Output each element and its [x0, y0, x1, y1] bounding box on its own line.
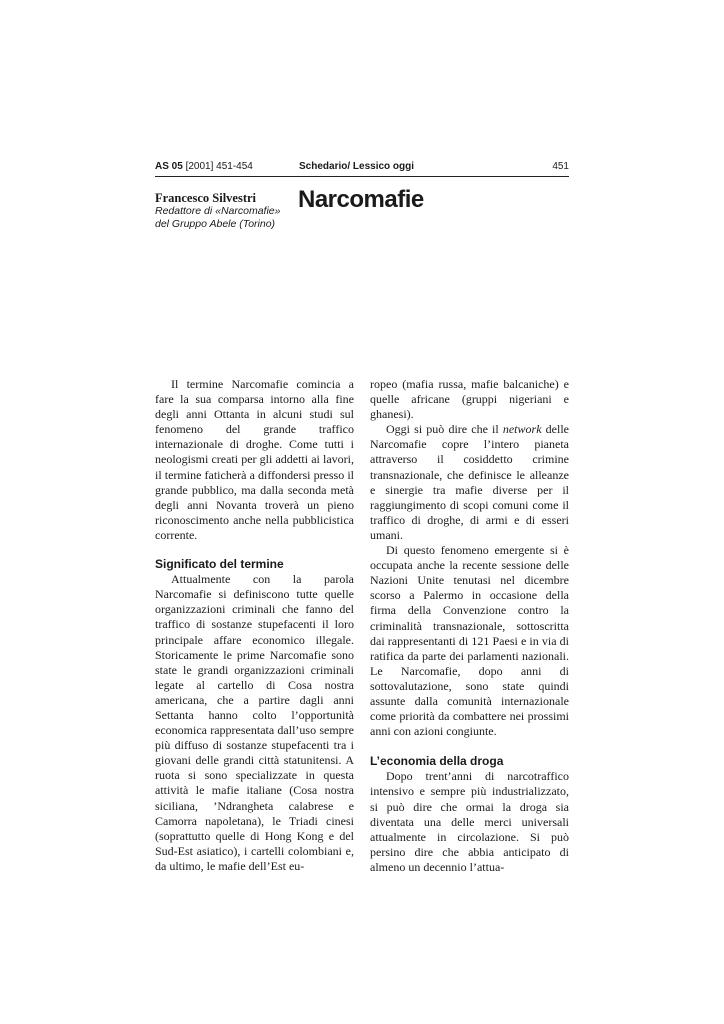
section-label: Schedario/ Lessico oggi: [299, 161, 415, 172]
right-column: [370, 377, 569, 875]
intro-paragraph: Il termine Narcomafie comincia a fare la sua comparsa intorno alla fine degli anni Ottanta in alcuni studi sul fenomeno del grande traffico internazionale di droghe. Come tutti i neologismi creati per gli addetti ai lavori, il termine faticherà a diffondersi presso il grande pubblico, ma dalla seconda metà degli anni Novanta troverà un pieno riconoscimento anche nella pubblicistica corrente.: [155, 377, 354, 542]
un-convention-paragraph: Di questo fenomeno emergente si è occupata anche la recente sessione delle Nazioni Unite tenutasi nel dicembre scorso a Palermo in occasione della firma della Convenzione contro la criminalità transnazionale, sottoscritta dai rappresentanti di 121 Paesi e in via di ratifica da parte dei parlamenti nazionali. Le Narcomafie, dopo anni di sottovalutazione, sono state quindi assunte dalla comunità internazionale come priorità da combattere nei prossimi anni con azioni congiunte.: [370, 543, 569, 739]
continued-paragraph: ropeo (mafia russa, mafie balcaniche) e quelle africane (gruppi nigeriani e ghanesi).: [370, 377, 569, 422]
author-role-line-2: del Gruppo Abele (Torino): [155, 218, 276, 230]
author-name: Francesco Silvestri: [155, 191, 257, 205]
economy-paragraph: Dopo trent’anni di narcotraffico intensivo e sempre più industrializzato, si può dire che ormai la droga sia diventata una delle merci universali attualmente in circolazione. Si può persino dire che abbia anticipato di almeno un decennio l’attua-: [370, 769, 569, 874]
network-italic-term: network: [502, 422, 542, 437]
network-paragraph: [370, 422, 569, 543]
header-rule: [155, 176, 569, 177]
left-column: [155, 377, 354, 874]
author-block: [155, 191, 285, 231]
article-title: Narcomafie: [298, 186, 424, 213]
author-role-line-1: Redattore di «Narcomafie»: [155, 205, 281, 217]
journal-code: AS 05: [155, 161, 183, 172]
journal-reference: [155, 161, 253, 172]
journal-pages: [2001] 451-454: [185, 161, 253, 172]
section-spacer: [370, 739, 569, 754]
section-heading-significato: Significato del termine: [155, 557, 284, 572]
network-paragraph-end: delle Narcomafie copre l’intero pianeta attraverso il cosiddetto crimine transnazionale, che definisce le alleanze e sinergie tra mafie diverse per il raggiungimento di scopi comuni come il traffico di droghe, di armi e di esseri umani.: [370, 422, 569, 542]
section-heading-economia: L’economia della droga: [370, 754, 504, 769]
network-paragraph-start: Oggi si può dire che il: [386, 422, 503, 437]
body-paragraph: Attualmente con la parola Narcomafie si definiscono tutte quelle organizzazioni criminali che fanno del traffico di sostanze stupefacenti il loro principale affare economico illegale. Storicamente le prime Narcomafie sono state le grandi organizzazioni criminali legate al cartello di Cosa nostra americana, che a partire dagli anni Settanta hanno colto l’opportunità economica rappresentata dall’uso sempre più diffuso di sostanze stupefacenti tra i giovani delle grandi città statunitensi. A ruota si sono specializzate in questa attività le mafie italiane (Cosa nostra siciliana, ’Ndrangheta calabrese e Camorra napoletana), le Triadi cinesi (soprattutto quelle di Hong Kong e del Sud-Est asiatico), i cartelli colombiani e, da ultimo, le mafie dell’Est eu-: [155, 572, 354, 873]
section-spacer: [155, 543, 354, 557]
page-number: 451: [552, 161, 569, 172]
running-header: [155, 161, 569, 175]
